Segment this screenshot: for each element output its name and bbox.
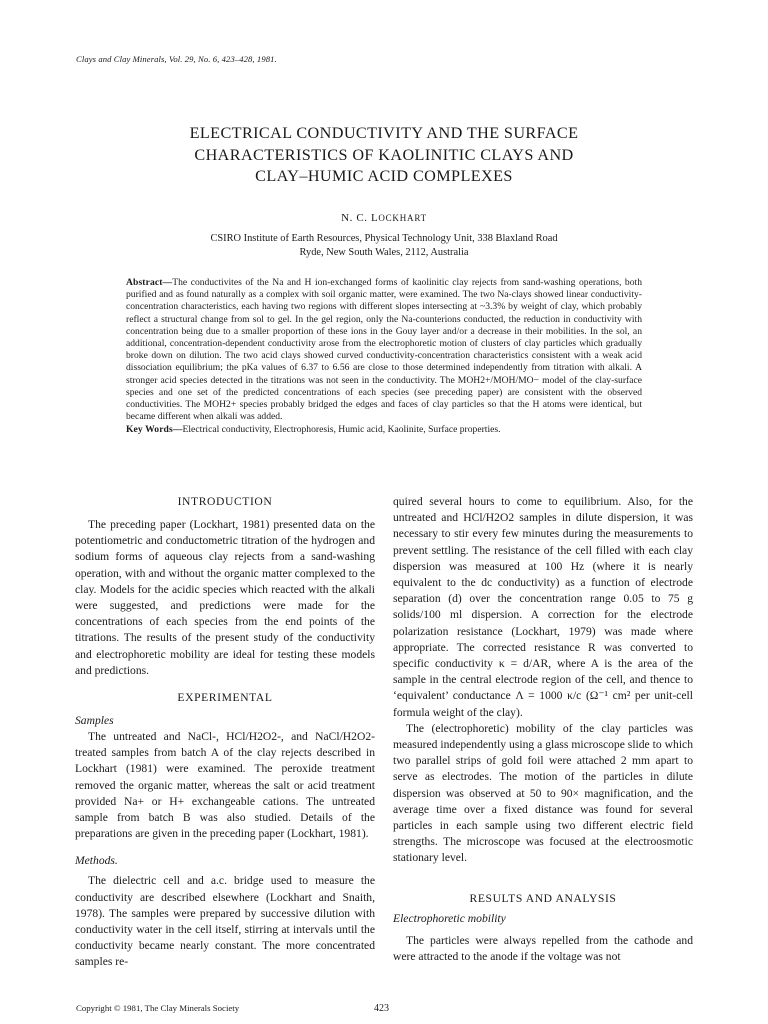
page-number: 423 [374, 1003, 389, 1014]
title-line: CLAY–HUMIC ACID COMPLEXES [255, 167, 513, 185]
methods-text: The dielectric cell and a.c. bridge used to measure the conductivity are described elsewhere (Lockhart and Snaith, 1978). The samples were prepared by successive dilution with conductivity water in the cell itself, stirring at intervals until the conductivity became nearly constant. The more concentrated samples re- [75, 874, 375, 969]
abstract-paragraph [126, 277, 642, 423]
keywords-text: Electrical conductivity, Electrophoresis, Humic acid, Kaolinite, Surface properties. [182, 424, 501, 436]
keywords [126, 424, 642, 436]
section-heading-results: RESULTS AND ANALYSIS [469, 891, 617, 905]
methods-text-continued: quired several hours to come to equilibrium. Also, for the untreated and HCl/H2O2 samples in dilute dispersion, it was necessary to stir every few minutes during the measurements to prevent settling. The resistance of the cell filled with each clay dispersion was measured at 100 Hz (where it is nearly equivalent to the dc conductivity) as a function of electrode separation (d) over the concentration range 0.05 to 75 g solids/100 ml dispersion. A correction for the electrode polarization resistance (Lockhart, 1979) was made where appropriate. The corrected resistance R was converted to specific conductivity κ = d/AR, where A is the area of the sample in the central electrode region of the cell, and thence to ‘equivalent’ conductance Λ = 1000 κ/c (Ω⁻¹ cm² per unit-cell formula weight of the clay). [393, 495, 693, 719]
abstract-label: Abstract— [126, 277, 173, 288]
affiliation [100, 232, 668, 260]
affiliation-line: CSIRO Institute of Earth Resources, Physical Technology Unit, 338 Blaxland Road [210, 233, 558, 244]
author-name [100, 212, 668, 224]
abstract-text: The conductivites of the Na and H ion-exchanged forms of kaolinitic clay rejects from sand-washing operations, both purified and as found naturally as a complex with soil organic matter, were examined. The two Na-clays showed linear conductivity-concentration characteristics, each having two regions with different slopes intersecting at ~3.3% by weight of clay, which probably reflect a structural change from sol to gel. In the gel region, only the Na-counterions conducted, the reduction in conductivity with concentration being due to a smaller proportion of these ions in the Gouy layer and/or a decrease in their mobilities. In the sol, an additional, concentration-dependent conductivity arose from the electrophoretic motion of clusters of clay particles which gradually broke down on dilution. The two acid clays showed curved conductivity-concentration characteristics consistent with a weak acid dissociation equilibrium; the pKa values of 6.37 to 6.56 are close to those determined independently from titration with alkali. A stronger acid species detected in the titrations was not seen in the conductivity. The MOH2+/MOH/MO− model of the clay-surface species and one set of the predicted concentrations of each species (see preceding paper) are consistent with the observed conductivities. The MOH2+ species probably bridged the edges and faces of clay particles so that the H atoms were identical, but became different when alkali was added. [126, 277, 642, 423]
keywords-label: Key Words— [126, 424, 183, 436]
left-column [75, 494, 375, 971]
section-heading-introduction: INTRODUCTION [177, 495, 273, 508]
subsection-heading-samples: Samples [75, 714, 114, 728]
journal-citation: Clays and Clay Minerals, Vol. 29, No. 6, 423–428, 1981. [76, 54, 277, 64]
author-smallcaps: OCKHART [378, 213, 427, 223]
subsection-heading-electrophoretic-mobility: Electrophoretic mobility [393, 911, 506, 925]
author-initials: N. C. L [341, 212, 379, 224]
mobility-method-text: The (electrophoretic) mobility of the clay particles was measured independently using a glass microscope slide to which two parallel strips of gold foil were attached 2 mm apart to serve as electrodes. The motion of the particles in dilute dispersion was observed at 50 to 90× magnification, and the average time over a fixed distance was found for several particles in each sample using two different electric field strengths. The microscope was focused at the electroosmotic stationary level. [393, 721, 693, 865]
introduction-text: The preceding paper (Lockhart, 1981) presented data on the potentiometric and conductometric titration of the hydrogen and sodium forms of aqueous clay rejects from a sand-washing operation, with and without the organic matter complexed to the clay. Models for the acidic species which reacted with the alkali were suggested, and predictions were made for the concentrations of each species from the end points of the titrations. The results of the present study of the conductivity and electrophoretic mobility are ideal for testing these models and predictions. [75, 518, 375, 677]
title-line: CHARACTERISTICS OF KAOLINITIC CLAYS AND [194, 145, 574, 164]
right-column [393, 494, 693, 965]
title-line: ELECTRICAL CONDUCTIVITY AND THE SURFACE [189, 124, 579, 142]
copyright-notice: Copyright © 1981, The Clay Minerals Society [76, 1003, 240, 1013]
affiliation-line: Ryde, New South Wales, 2112, Australia [299, 247, 469, 258]
results-text: The particles were always repelled from the cathode and were attracted to the anode if the voltage was not [393, 933, 693, 963]
subsection-heading-methods: Methods. [75, 854, 118, 868]
section-heading-experimental: EXPERIMENTAL [177, 691, 273, 705]
abstract [126, 277, 642, 437]
paper-title [100, 123, 668, 188]
samples-text: The untreated and NaCl-, HCl/H2O2-, and NaCl/H2O2-treated samples from batch A of the clay rejects described in Lockhart (1981) were examined. The peroxide treatment removed the organic matter, whereas the salt or acid treatment provided Na+ or H+ exchangeable cations. The untreated sample from batch B was also studied. Details of the preparations are given in the preceding paper (Lockhart, 1981). [75, 730, 375, 841]
